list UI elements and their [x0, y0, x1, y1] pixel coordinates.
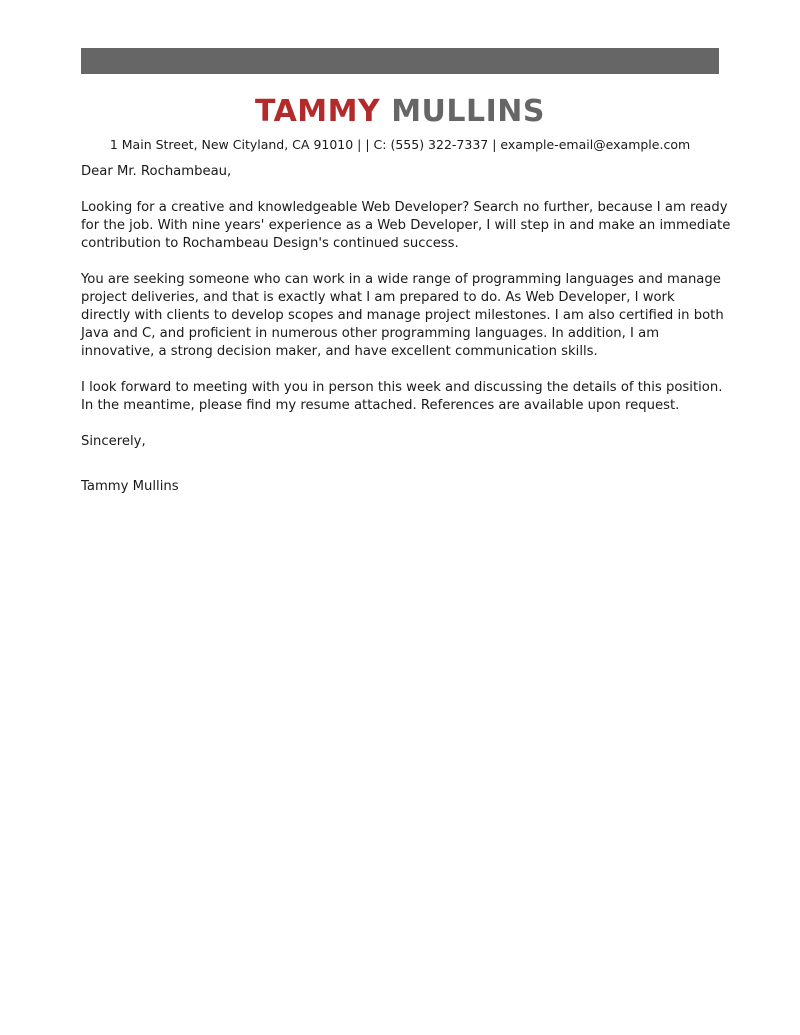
paragraph-line: Java and C, and proficient in numerous other programming languages. In addition, I am	[81, 326, 660, 341]
salutation: Dear Mr. Rochambeau,	[81, 164, 232, 179]
paragraph-line: I look forward to meeting with you in person this week and discussing the details of this position.	[81, 380, 723, 395]
paragraph-intro	[81, 199, 731, 253]
header-bar	[81, 48, 719, 74]
paragraph-line: for the job. With nine years' experience as a Web Developer, I will step in and make an immediate	[81, 218, 731, 233]
paragraph-qualifications	[81, 271, 724, 361]
paragraph-line: project deliveries, and that is exactly what I am prepared to do. As Web Developer, I work	[81, 290, 675, 305]
closing: Sincerely,	[81, 434, 146, 449]
paragraph-line: directly with clients to develop scopes and manage project milestones. I am also certified in both	[81, 308, 724, 323]
paragraph-line: innovative, a strong decision maker, and have excellent communication skills.	[81, 344, 598, 359]
paragraph-line: You are seeking someone who can work in a wide range of programming languages and manage	[81, 272, 721, 287]
applicant-name	[0, 92, 800, 132]
paragraph-line: In the meantime, please find my resume attached. References are available upon request.	[81, 398, 680, 413]
letter-body	[81, 163, 731, 469]
signature-name: Tammy Mullins	[81, 479, 179, 494]
last-name: MULLINS	[391, 94, 546, 129]
first-name: TAMMY	[254, 94, 381, 129]
paragraph-line: Looking for a creative and knowledgeable Web Developer? Search no further, because I am ready	[81, 200, 728, 215]
paragraph-closing	[81, 379, 721, 415]
contact-info: 1 Main Street, New Cityland, CA 91010 | | C: (555) 322-7337 | example-email@example.com	[109, 137, 691, 152]
paragraph-line: contribution to Rochambeau Design's continued success.	[81, 236, 459, 251]
